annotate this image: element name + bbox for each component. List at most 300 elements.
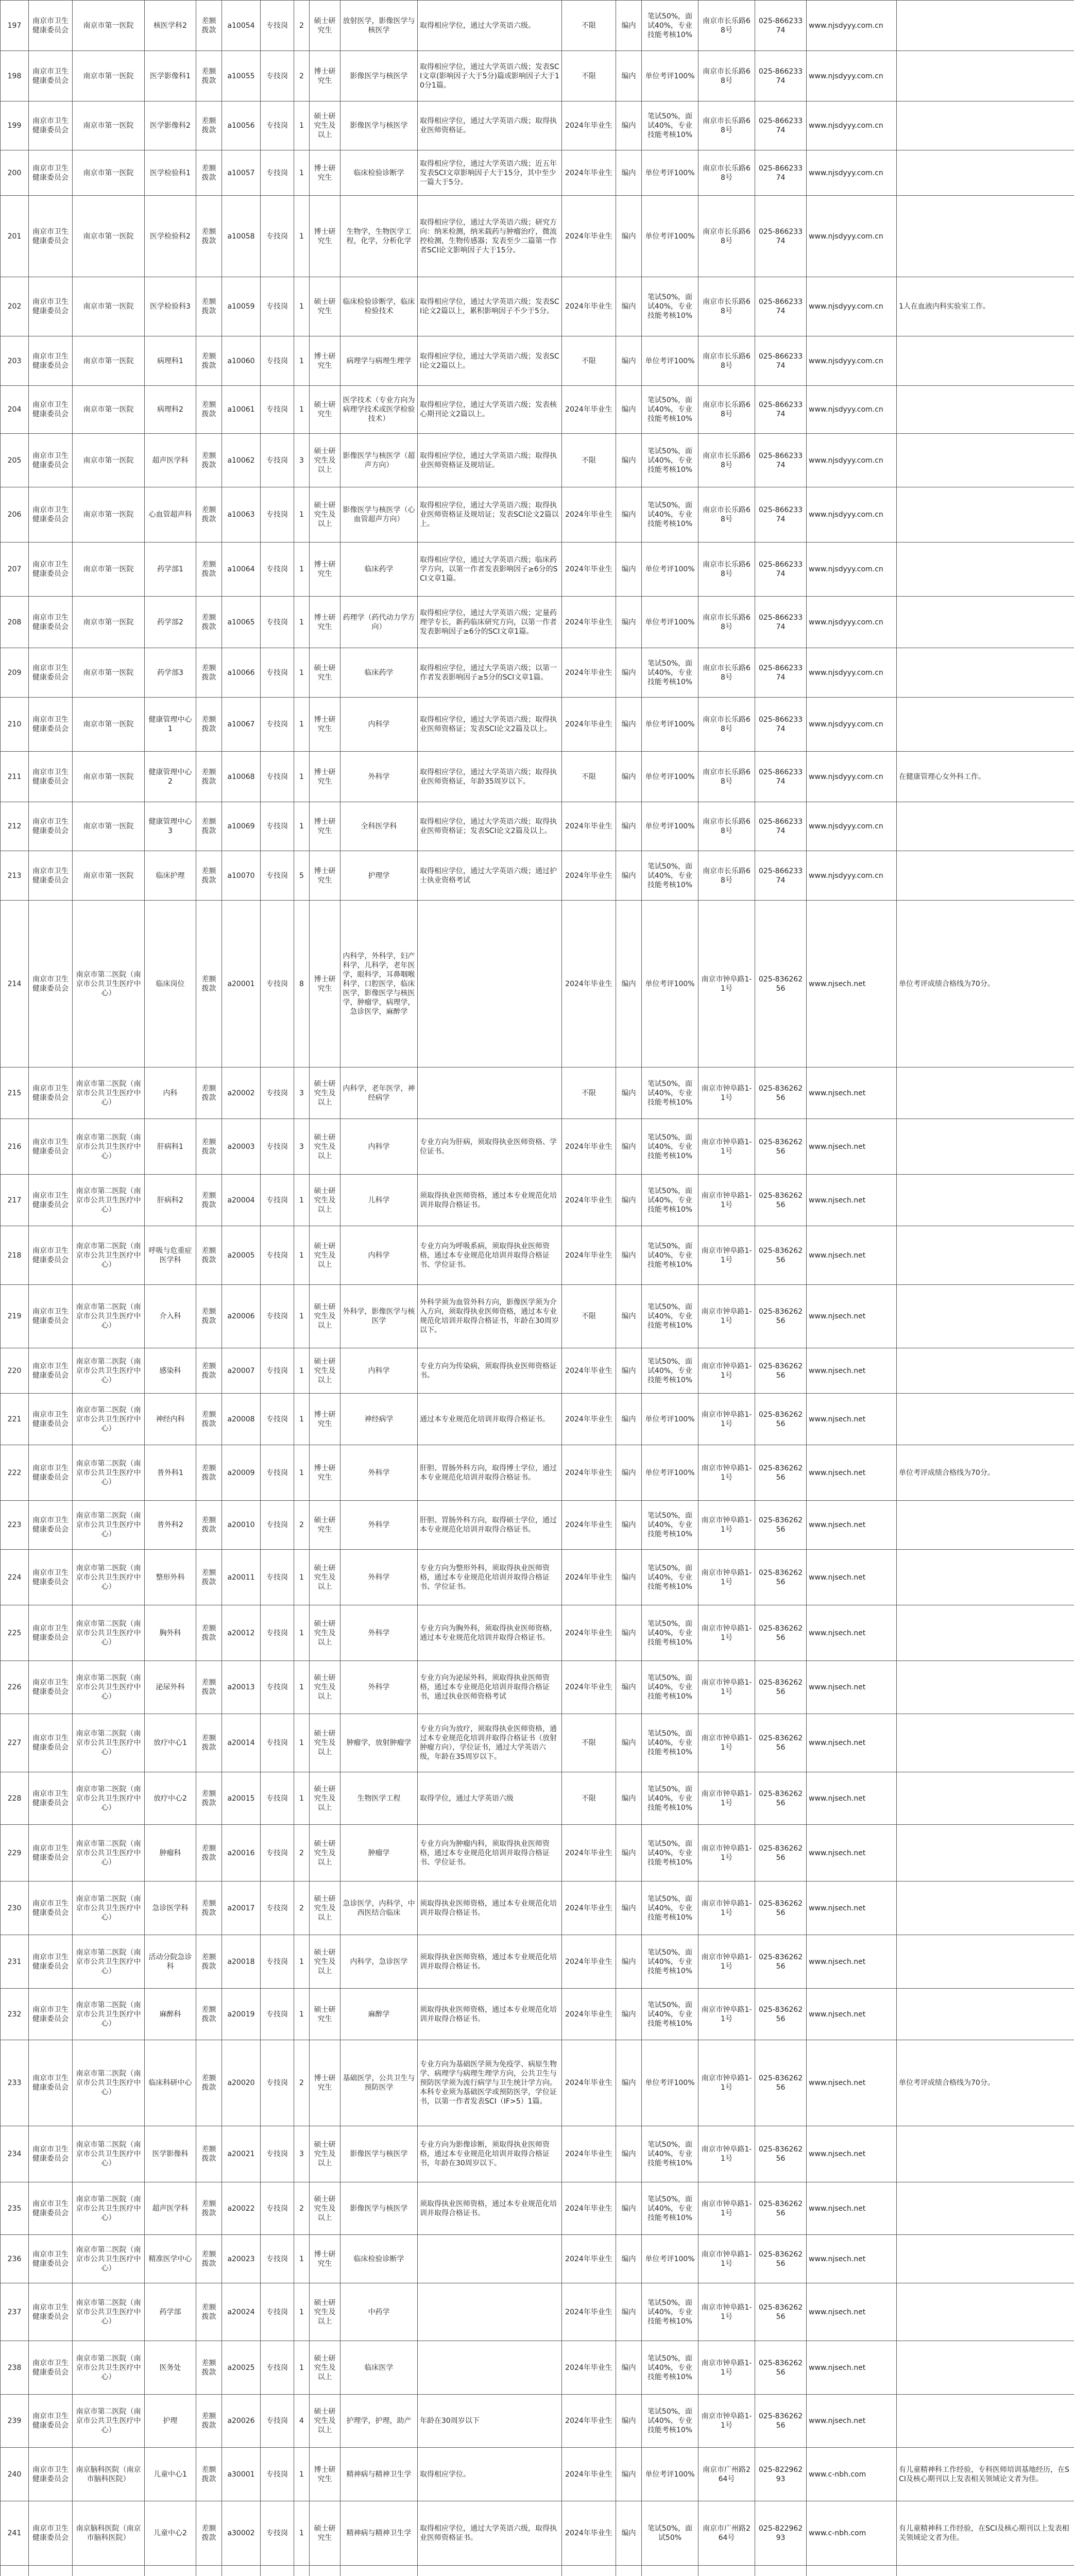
cell-pos: 医务处	[145, 2341, 196, 2395]
cell-tel: 025-83626256	[755, 901, 807, 1067]
cell-type: 专技岗	[261, 597, 294, 648]
cell-dept: 南京市卫生健康委员会	[29, 1501, 73, 1550]
cell-addr: 南京市钟阜路1-1号	[698, 1661, 755, 1714]
cell-pos: 心血管超声科	[145, 487, 196, 543]
cell-type: 专技岗	[261, 1445, 294, 1501]
cell-pos: 急诊医学科	[145, 1882, 196, 1935]
cell-major: 生物医学工程	[340, 1772, 418, 1825]
cell-exam: 笔试50%，面试40%，专业技能考核10%	[642, 1772, 698, 1825]
table-row	[1, 1348, 1074, 1394]
cell-exam: 笔试50%，面试40%，专业技能考核10%	[642, 1714, 698, 1772]
cell-num: 2	[294, 2182, 310, 2235]
cell-edu: 博士研究生	[310, 2040, 340, 2126]
cell-tel: 025-83626256	[755, 1714, 807, 1772]
cell-fund: 差额拨款	[196, 1, 222, 51]
cell-code: a10067	[222, 698, 261, 752]
cell-addr: 南京市长乐路68号	[698, 101, 755, 150]
cell-fund	[196, 2566, 222, 2576]
cell-exam: 笔试50%，面试40%，专业技能考核10%	[642, 101, 698, 150]
cell-other: 取得相应学位，通过大学英语六级；发表核心期刊论文2篇以上。	[418, 386, 562, 434]
cell-tel: 025-83626256	[755, 1882, 807, 1935]
cell-type: 专技岗	[261, 2448, 294, 2501]
cell-other: 年龄在30周岁以下	[418, 2395, 562, 2448]
cell-target: 2024年毕业生	[562, 1935, 616, 1989]
cell-other: 须取得执业医师资格，通过本专业规范化培训并取得合格证书。	[418, 1989, 562, 2040]
cell-target: 2024年毕业生	[562, 150, 616, 196]
cell-note	[897, 1285, 1074, 1348]
cell-other: 取得学位，通过大学英语六级	[418, 1772, 562, 1825]
cell-num: 1	[294, 2448, 310, 2501]
cell-code: a20025	[222, 2341, 261, 2395]
cell-exam: 单位考评100%	[642, 196, 698, 277]
cell-fund: 差额拨款	[196, 150, 222, 196]
table-row	[1, 1285, 1074, 1348]
cell-num: 1	[294, 1661, 310, 1714]
cell-no: 239	[1, 2395, 29, 2448]
cell-fund: 差额拨款	[196, 648, 222, 698]
cell-code: a20024	[222, 2283, 261, 2341]
cell-other: 专业方向为基础医学须为免疫学、病原生物学、病理学与病理生理学方向，公共卫生与预防医学须为流行病学与卫生统计学方向。本科专业须为基础医学或预防医学，学位证书，以第一作者发表SCI（IF>5）1篇。	[418, 2040, 562, 2126]
cell-exam: 笔试50%，面试40%，专业技能考核10%	[642, 1935, 698, 1989]
cell-exam: 笔试50%，面试40%，专业技能考核10%	[642, 1067, 698, 1119]
cell-major: 神经病学	[340, 1394, 418, 1445]
cell-comp: 编内	[616, 386, 642, 434]
cell-dept: 南京市卫生健康委员会	[29, 1348, 73, 1394]
table-row	[1, 386, 1074, 434]
cell-fund: 差额拨款	[196, 487, 222, 543]
cell-target: 2024年毕业生	[562, 851, 616, 901]
cell-exam: 笔试50%，面试50%	[642, 2501, 698, 2566]
cell-tel: 025-86623374	[755, 101, 807, 150]
cell-major: 内科学，外科学，妇产科学，儿科学，老年医学，眼科学，耳鼻咽喉科学，口腔医学，临床医学，影像医学与核医学，肿瘤学，病理学，急诊医学，麻醉学	[340, 901, 418, 1067]
cell-pos: 药学部1	[145, 543, 196, 597]
cell-no: 225	[1, 1605, 29, 1661]
cell-edu: 硕士研究生	[310, 648, 340, 698]
cell-num: 1	[294, 1394, 310, 1445]
cell-code: a20019	[222, 1989, 261, 2040]
cell-unit: 南京市第二医院（南京市公共卫生医疗中心）	[73, 1501, 145, 1550]
cell-num: 1	[294, 196, 310, 277]
cell-type: 专技岗	[261, 2501, 294, 2566]
cell-code: a10054	[222, 1, 261, 51]
cell-addr: 南京市长乐路68号	[698, 698, 755, 752]
cell-num: 1	[294, 2235, 310, 2283]
cell-web: www.njsech.net	[807, 1501, 897, 1550]
cell-fund: 差额拨款	[196, 1119, 222, 1175]
cell-code: a20003	[222, 1119, 261, 1175]
cell-comp: 编内	[616, 1661, 642, 1714]
cell-no: 230	[1, 1882, 29, 1935]
cell-web: www.njsdyyy.com.cn	[807, 851, 897, 901]
cell-dept: 南京市卫生健康委员会	[29, 2501, 73, 2566]
cell-other	[418, 2283, 562, 2341]
cell-web: www.njsech.net	[807, 1175, 897, 1226]
cell-dept: 南京市卫生健康委员会	[29, 1661, 73, 1714]
cell-edu: 硕士研究生及以上	[310, 1825, 340, 1882]
cell-target: 不限	[562, 1067, 616, 1119]
cell-comp: 编内	[616, 1175, 642, 1226]
table-row	[1, 1935, 1074, 1989]
cell-exam: 笔试50%，面试40%，专业技能考核10%	[642, 2283, 698, 2341]
cell-major: 肿瘤学	[340, 1825, 418, 1882]
cell-tel: 025-83626256	[755, 1226, 807, 1285]
cell-comp: 编内	[616, 1989, 642, 2040]
cell-fund: 差额拨款	[196, 1550, 222, 1605]
cell-fund: 差额拨款	[196, 597, 222, 648]
cell-edu: 硕士研究生	[310, 1989, 340, 2040]
cell-edu: 硕士研究生及以上	[310, 1226, 340, 1285]
cell-dept: 南京市卫生健康委员会	[29, 2448, 73, 2501]
cell-type: 专技岗	[261, 2235, 294, 2283]
cell-dept: 南京市卫生健康委员会	[29, 851, 73, 901]
cell-no: 216	[1, 1119, 29, 1175]
cell-no: 214	[1, 901, 29, 1067]
cell-dept: 南京市卫生健康委员会	[29, 1226, 73, 1285]
cell-num: 2	[294, 1882, 310, 1935]
cell-no: 227	[1, 1714, 29, 1772]
cell-pos: 健康管理中心2	[145, 752, 196, 802]
table-row	[1, 336, 1074, 386]
cell-major: 影像医学与核医学（心血管超声方向）	[340, 487, 418, 543]
cell-exam: 笔试50%，面试40%，专业技能考核10%	[642, 487, 698, 543]
cell-note	[897, 1825, 1074, 1882]
cell-web: www.njsech.net	[807, 1348, 897, 1394]
cell-edu: 博士研究生	[310, 51, 340, 101]
cell-dept: 南京市卫生健康委员会	[29, 2341, 73, 2395]
cell-other: 专业方向为肿瘤内科，须取得执业医师资格，通过本专业规范化培训并取得合格证书、学位证书。	[418, 1825, 562, 1882]
cell-target: 2024年毕业生	[562, 2126, 616, 2182]
cell-num: 1	[294, 487, 310, 543]
cell-unit: 南京市第一医院	[73, 51, 145, 101]
cell-num: 1	[294, 1285, 310, 1348]
cell-tel	[755, 2566, 807, 2576]
cell-addr: 南京市钟阜路1-1号	[698, 1175, 755, 1226]
cell-tel: 025-86623374	[755, 597, 807, 648]
cell-code: a10066	[222, 648, 261, 698]
cell-type: 专技岗	[261, 1175, 294, 1226]
cell-edu: 硕士研究生及以上	[310, 101, 340, 150]
cell-note	[897, 1119, 1074, 1175]
cell-addr: 南京市钟阜路1-1号	[698, 1550, 755, 1605]
cell-pos: 精准医学中心	[145, 2235, 196, 2283]
cell-major: 影像医学与核医学（超声方向）	[340, 434, 418, 487]
cell-type: 专技岗	[261, 1226, 294, 1285]
cell-code: a20005	[222, 1226, 261, 1285]
cell-unit: 南京市第二医院（南京市公共卫生医疗中心）	[73, 2235, 145, 2283]
cell-tel: 025-82296293	[755, 2501, 807, 2566]
cell-dept: 南京市卫生健康委员会	[29, 487, 73, 543]
cell-no: 212	[1, 802, 29, 851]
cell-major: 影像医学与核医学	[340, 51, 418, 101]
cell-other: 取得相应学位，通过大学英语六级；近五年发表SCI文章影响因子大于15分，其中至少一篇大于5分。	[418, 150, 562, 196]
cell-edu: 硕士研究生及以上	[310, 1772, 340, 1825]
cell-comp: 编内	[616, 1, 642, 51]
cell-dept: 南京市卫生健康委员会	[29, 1550, 73, 1605]
cell-dept: 南京市卫生健康委员会	[29, 1175, 73, 1226]
cell-web: www.njsdyyy.com.cn	[807, 51, 897, 101]
cell-code: a20008	[222, 1394, 261, 1445]
cell-major: 内科学，老年医学，神经病学	[340, 1067, 418, 1119]
cell-fund: 差额拨款	[196, 2040, 222, 2126]
cell-edu: 博士研究生	[310, 2448, 340, 2501]
cell-code: a20022	[222, 2182, 261, 2235]
cell-pos: 普外科2	[145, 1501, 196, 1550]
cell-addr: 南京市钟阜路1-1号	[698, 1348, 755, 1394]
cell-code: a10062	[222, 434, 261, 487]
cell-no: 241	[1, 2501, 29, 2566]
cell-exam: 笔试50%，面试40%，专业技能考核10%	[642, 1119, 698, 1175]
cell-pos: 病理科2	[145, 386, 196, 434]
cell-tel: 025-83626256	[755, 1501, 807, 1550]
cell-web: www.c-nbh.com	[807, 2448, 897, 2501]
cell-tel: 025-83626256	[755, 1285, 807, 1348]
cell-comp: 编内	[616, 150, 642, 196]
cell-unit: 南京市第一医院	[73, 336, 145, 386]
cell-edu: 博士研究生	[310, 1445, 340, 1501]
table-row	[1, 1605, 1074, 1661]
cell-no	[1, 2566, 29, 2576]
cell-major	[340, 2566, 418, 2576]
cell-major: 临床药学	[340, 543, 418, 597]
cell-target: 2024年毕业生	[562, 2501, 616, 2566]
cell-other: 取得相应学位，通过大学英语六级；取得执业医师资格证，年龄35周岁以下。	[418, 752, 562, 802]
cell-exam: 笔试50%，面试40%，专业技能考核10%	[642, 1882, 698, 1935]
cell-web: www.njsech.net	[807, 2283, 897, 2341]
cell-target: 不限	[562, 1285, 616, 1348]
cell-comp: 编内	[616, 1119, 642, 1175]
cell-addr: 南京市长乐路68号	[698, 648, 755, 698]
cell-other: 专业方向为传染病，须取得执业医师资格证书。	[418, 1348, 562, 1394]
cell-unit: 南京市第一医院	[73, 487, 145, 543]
cell-num: 1	[294, 277, 310, 336]
cell-no: 224	[1, 1550, 29, 1605]
cell-note	[897, 698, 1074, 752]
cell-fund: 差额拨款	[196, 1825, 222, 1882]
cell-exam: 笔试50%，面试40%，专业技能考核10%	[642, 434, 698, 487]
cell-unit: 南京市第二医院（南京市公共卫生医疗中心）	[73, 1175, 145, 1226]
table-row	[1, 2182, 1074, 2235]
cell-pos: 活动分院急诊科	[145, 1935, 196, 1989]
cell-code: a10061	[222, 386, 261, 434]
table-row	[1, 1989, 1074, 2040]
cell-major: 麻醉学	[340, 1989, 418, 2040]
cell-code: a10060	[222, 336, 261, 386]
cell-target: 2024年毕业生	[562, 2182, 616, 2235]
cell-web: www.njsech.net	[807, 1661, 897, 1714]
cell-code: a20010	[222, 1501, 261, 1550]
cell-pos: 健康管理中心3	[145, 802, 196, 851]
cell-exam: 笔试50%，面试40%，专业技能考核10%	[642, 1825, 698, 1882]
cell-addr: 南京市长乐路68号	[698, 434, 755, 487]
table-row	[1, 150, 1074, 196]
cell-dept: 南京市卫生健康委员会	[29, 1285, 73, 1348]
cell-comp: 编内	[616, 1714, 642, 1772]
cell-code: a20006	[222, 1285, 261, 1348]
cell-unit: 南京脑科医院（南京市脑科医院）	[73, 2501, 145, 2566]
cell-comp: 编内	[616, 648, 642, 698]
cell-dept: 南京市卫生健康委员会	[29, 1882, 73, 1935]
cell-type: 专技岗	[261, 752, 294, 802]
cell-other: 取得相应学位，通过大学英语六级；取得执业医师资格证；发表SCI论文2篇及以上。	[418, 802, 562, 851]
cell-pos: 医学检验科3	[145, 277, 196, 336]
cell-fund: 差额拨款	[196, 434, 222, 487]
cell-type: 专技岗	[261, 1935, 294, 1989]
cell-fund: 差额拨款	[196, 1175, 222, 1226]
cell-web: www.njsech.net	[807, 1445, 897, 1501]
cell-other	[418, 1067, 562, 1119]
cell-code: a20013	[222, 1661, 261, 1714]
cell-target: 2024年毕业生	[562, 597, 616, 648]
cell-comp: 编内	[616, 1605, 642, 1661]
cell-type: 专技岗	[261, 2126, 294, 2182]
cell-fund: 差额拨款	[196, 1605, 222, 1661]
cell-tel: 025-83626256	[755, 2395, 807, 2448]
cell-other: 取得相应学位，通过大学英语六级。	[418, 1, 562, 51]
cell-dept: 南京市卫生健康委员会	[29, 1714, 73, 1772]
cell-unit: 南京市第一医院	[73, 597, 145, 648]
cell-other: 取得相应学位，通过大学英语六级；取得执业医师资格证及规培证。	[418, 434, 562, 487]
cell-other: 专业方向为整形外科，须取得执业医师资格，通过本专业规范化培训并取得合格证书、学位证书。	[418, 1550, 562, 1605]
cell-pos: 医学检验科1	[145, 150, 196, 196]
cell-type: 专技岗	[261, 1501, 294, 1550]
table-row	[1, 752, 1074, 802]
cell-edu: 博士研究生	[310, 336, 340, 386]
cell-tel: 025-86623374	[755, 851, 807, 901]
cell-dept: 南京市卫生健康委员会	[29, 51, 73, 101]
cell-tel: 025-83626256	[755, 1119, 807, 1175]
cell-edu: 硕士研究生	[310, 1501, 340, 1550]
cell-edu: 硕士研究生及以上	[310, 2283, 340, 2341]
cell-dept: 南京市卫生健康委员会	[29, 1825, 73, 1882]
cell-pos: 肝病科1	[145, 1119, 196, 1175]
cell-dept: 南京市卫生健康委员会	[29, 1605, 73, 1661]
cell-code: a20014	[222, 1714, 261, 1772]
cell-web: www.njsdyyy.com.cn	[807, 752, 897, 802]
cell-dept: 南京市卫生健康委员会	[29, 597, 73, 648]
cell-target: 2024年毕业生	[562, 196, 616, 277]
table-row	[1, 1882, 1074, 1935]
cell-no: 240	[1, 2448, 29, 2501]
cell-comp: 编内	[616, 597, 642, 648]
cell-web: www.njsech.net	[807, 2341, 897, 2395]
cell-major: 临床药学	[340, 648, 418, 698]
cell-other: 专业方向为泌尿外科，须取得执业医师资格，通过本专业规范化培训并取得合格证书，通过执业医师资格考试	[418, 1661, 562, 1714]
cell-unit: 南京市第一医院	[73, 434, 145, 487]
cell-num: 1	[294, 150, 310, 196]
cell-num: 1	[294, 1445, 310, 1501]
cell-major: 护理学	[340, 851, 418, 901]
cell-type: 专技岗	[261, 51, 294, 101]
cell-comp: 编内	[616, 2283, 642, 2341]
cell-fund: 差额拨款	[196, 196, 222, 277]
cell-addr: 南京市长乐路68号	[698, 150, 755, 196]
cell-dept: 南京市卫生健康委员会	[29, 277, 73, 336]
cell-no: 209	[1, 648, 29, 698]
cell-other: 专业方向为呼吸系病，须取得执业医师资格，通过本专业规范化培训并取得合格证书、学位证书。	[418, 1226, 562, 1285]
cell-num: 3	[294, 2126, 310, 2182]
cell-comp: 编内	[616, 1501, 642, 1550]
cell-note	[897, 1, 1074, 51]
cell-no: 231	[1, 1935, 29, 1989]
cell-unit: 南京市第二医院（南京市公共卫生医疗中心）	[73, 2341, 145, 2395]
cell-major: 内科学	[340, 1226, 418, 1285]
cell-fund: 差额拨款	[196, 851, 222, 901]
cell-type: 专技岗	[261, 1605, 294, 1661]
cell-note	[897, 386, 1074, 434]
cell-note: 单位考评成绩合格线为70分。	[897, 901, 1074, 1067]
cell-other: 肝胆、胃肠外科方向，取得硕士学位，通过本专业规范化培训并取得合格证书。	[418, 1501, 562, 1550]
cell-exam: 笔试50%，面试40%，专业技能考核10%	[642, 1226, 698, 1285]
cell-pos: 介入科	[145, 1285, 196, 1348]
cell-note	[897, 1935, 1074, 1989]
cell-note	[897, 1605, 1074, 1661]
cell-pos	[145, 2566, 196, 2576]
cell-major: 外科学	[340, 752, 418, 802]
cell-tel: 025-83626256	[755, 1661, 807, 1714]
cell-fund: 差额拨款	[196, 2341, 222, 2395]
cell-exam: 单位考评100%	[642, 51, 698, 101]
cell-major: 外科学	[340, 1550, 418, 1605]
cell-fund: 差额拨款	[196, 1661, 222, 1714]
cell-pos: 麻醉科	[145, 1989, 196, 2040]
cell-edu: 博士研究生	[310, 150, 340, 196]
cell-pos: 超声医学科	[145, 2182, 196, 2235]
cell-num: 3	[294, 434, 310, 487]
cell-edu: 博士研究生	[310, 597, 340, 648]
cell-web: www.njsdyyy.com.cn	[807, 386, 897, 434]
table-row	[1, 2341, 1074, 2395]
cell-pos: 神经内科	[145, 1394, 196, 1445]
table-row	[1, 2448, 1074, 2501]
cell-unit: 南京市第一医院	[73, 851, 145, 901]
cell-addr: 南京市钟阜路1-1号	[698, 1119, 755, 1175]
table-row	[1, 196, 1074, 277]
cell-target: 2024年毕业生	[562, 1445, 616, 1501]
cell-web: www.njsech.net	[807, 1550, 897, 1605]
cell-no: 226	[1, 1661, 29, 1714]
cell-code: a10068	[222, 752, 261, 802]
cell-comp: 编内	[616, 487, 642, 543]
cell-major: 外科学	[340, 1501, 418, 1550]
cell-major: 外科学	[340, 1445, 418, 1501]
cell-major: 临床检验诊断学	[340, 150, 418, 196]
cell-exam: 单位考评100%	[642, 752, 698, 802]
cell-target: 2024年毕业生	[562, 1550, 616, 1605]
cell-tel: 025-86623374	[755, 543, 807, 597]
cell-type: 专技岗	[261, 2182, 294, 2235]
cell-edu: 硕士研究生及以上	[310, 2182, 340, 2235]
cell-other: 取得相应学位，通过大学英语六级；研究方向：纳米检测，纳米载药与肿瘤治疗，微流控检测，生物传感器；发表至少二篇第一作者SCI论文影响因子大于15分。	[418, 196, 562, 277]
cell-pos: 核医学科2	[145, 1, 196, 51]
cell-comp: 编内	[616, 1348, 642, 1394]
cell-no: 219	[1, 1285, 29, 1348]
cell-type: 专技岗	[261, 1285, 294, 1348]
cell-exam: 笔试50%，面试40%，专业技能考核10%	[642, 1285, 698, 1348]
cell-edu: 硕士研究生及以上	[310, 2126, 340, 2182]
cell-web: www.njsech.net	[807, 2395, 897, 2448]
cell-target: 2024年毕业生	[562, 2395, 616, 2448]
cell-code: a10063	[222, 487, 261, 543]
cell-major: 全科医学科	[340, 802, 418, 851]
cell-pos: 药学部	[145, 2283, 196, 2341]
cell-addr: 南京市钟阜路1-1号	[698, 1714, 755, 1772]
cell-other: 取得相应学位，通过大学英语六级；以第一作者发表影响因子≥5分的SCI文章1篇。	[418, 648, 562, 698]
cell-addr: 南京市钟阜路1-1号	[698, 1285, 755, 1348]
cell-exam: 单位考评100%	[642, 2235, 698, 2283]
cell-tel: 025-83626256	[755, 2283, 807, 2341]
cell-num: 1	[294, 802, 310, 851]
table-row	[1, 1067, 1074, 1119]
